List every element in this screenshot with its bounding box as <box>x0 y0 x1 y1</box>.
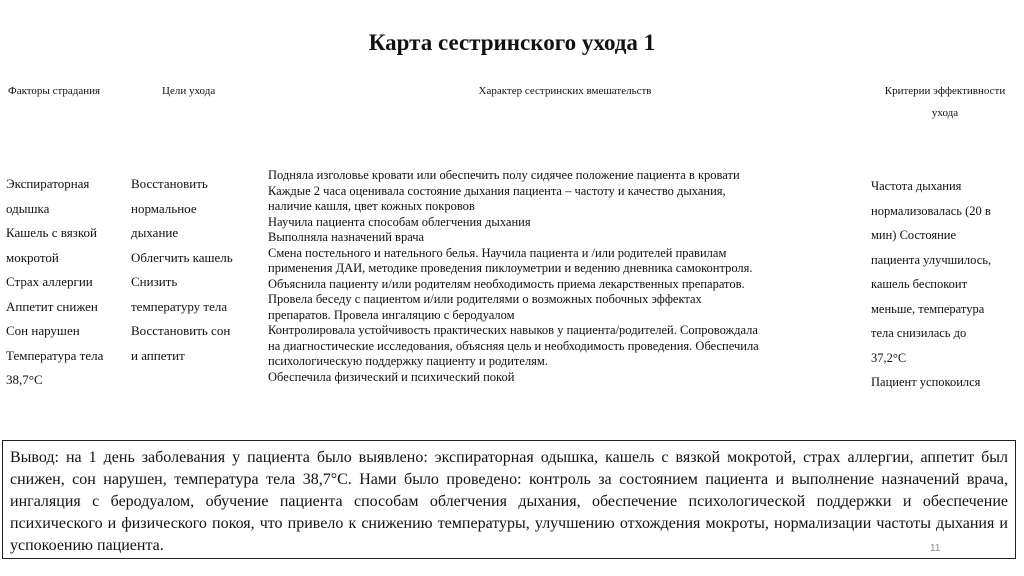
criteria-column <box>871 174 1021 395</box>
goal-line: Восстановить сон <box>131 323 231 338</box>
action-line: Смена постельного и нательного белья. Научила пациента и /или родителей правилам <box>268 245 727 260</box>
goals-column <box>131 172 261 368</box>
criteria-line: пациента улучшилось, <box>871 252 992 267</box>
criteria-line: тела снизилась до <box>871 326 967 340</box>
criteria-line: 37,2°С <box>871 350 907 365</box>
action-line: Научила пациента способам облегчения дыхания <box>268 214 531 229</box>
action-line: Подняла изголовье кровати или обеспечить полу сидячее положение пациента в кровати <box>268 168 740 182</box>
header-criteria <box>866 80 1024 124</box>
action-line: Объяснила пациенту и/или родителям необходимость приема лекарственных препаратов. <box>268 276 745 291</box>
factor-line: Страх аллергии <box>6 274 93 289</box>
action-line: Каждые 2 часа оценивала состояние дыхания пациента – частоту и качество дыхания, <box>268 183 726 198</box>
actions-column <box>268 168 868 385</box>
factors-column <box>6 172 130 393</box>
goal-line: и аппетит <box>131 347 185 363</box>
factor-line: Кашель с вязкой <box>6 225 97 240</box>
criteria-line: меньше, температура <box>871 301 985 316</box>
header-criteria-line2: ухода <box>931 107 959 119</box>
factor-line: Экспираторная <box>6 176 90 191</box>
factor-line: Аппетит снижен <box>6 298 98 314</box>
action-line: Выполняла назначений врача <box>268 230 425 244</box>
goal-line: дыхание <box>131 225 179 240</box>
goal-line: Облегчить кашель <box>131 249 233 265</box>
action-line: препаратов. Провела ингаляцию с беродуалом <box>268 307 515 322</box>
factor-line: одышка <box>6 200 50 216</box>
slide-title: Карта сестринского ухода 1 <box>368 30 656 55</box>
criteria-line: мин) Состояние <box>871 228 957 242</box>
goal-line: Восстановить <box>131 176 208 191</box>
action-line: применения ДАИ, методике проведения пиклоуметрии и ведению дневника самоконтроля. <box>268 261 753 275</box>
factor-line: 38,7°С <box>6 372 43 387</box>
criteria-line: кашель беспокоит <box>871 277 968 291</box>
factor-line: Температура тела <box>6 347 104 363</box>
action-line: на диагностические исследования, объясняя цель и необходимость проведения. Обеспечила <box>268 338 759 353</box>
factor-line: Сон нарушен <box>6 323 80 338</box>
action-line: Контролировала устойчивость практических навыков у пациента/родителей. Сопровождала <box>268 323 758 337</box>
goal-line: нормальное <box>131 200 197 216</box>
header-criteria-line1: Критерии эффективности <box>884 85 1006 97</box>
goal-line: температуру тела <box>131 298 228 314</box>
criteria-line: Пациент успокоился <box>871 375 981 389</box>
action-line: Провела беседу с пациентом и/или родителями о возможных побочных эффектах <box>268 292 702 306</box>
header-factors: Факторы страдания <box>8 85 101 97</box>
header-actions: Характер сестринских вмешательств <box>478 85 652 97</box>
factor-line: мокротой <box>6 249 59 265</box>
goal-line: Снизить <box>131 274 178 289</box>
criteria-line: нормализовалась (20 в <box>871 203 991 218</box>
criteria-line: Частота дыхания <box>871 179 962 193</box>
slide-number: 11 <box>930 543 941 554</box>
action-line: психологическую поддержку пациенту и родителям. <box>268 354 548 368</box>
conclusion-box: Вывод: на 1 день заболевания у пациента было выявлено: экспираторная одышка, кашель с вязкой мокротой, страх аллергии, аппетит был снижен, сон нарушен, температура тела 38,7°С. Нами было проведено: контроль за состоянием пациента и выполнение назначений врача, ингаляция с беродуалом, обучение пациента способам облегчения дыхания, обеспечение психологической поддержки и обеспечение психического и физического покоя, что привело к снижению температуры, улучшению отхождения мокроты, нормализации частоты дыхания и успокоению пациента. <box>2 440 1016 559</box>
action-line: Обеспечила физический и психический покой <box>268 369 515 384</box>
action-line: наличие кашля, цвет кожных покровов <box>268 199 475 213</box>
header-goals: Цели ухода <box>162 85 216 97</box>
